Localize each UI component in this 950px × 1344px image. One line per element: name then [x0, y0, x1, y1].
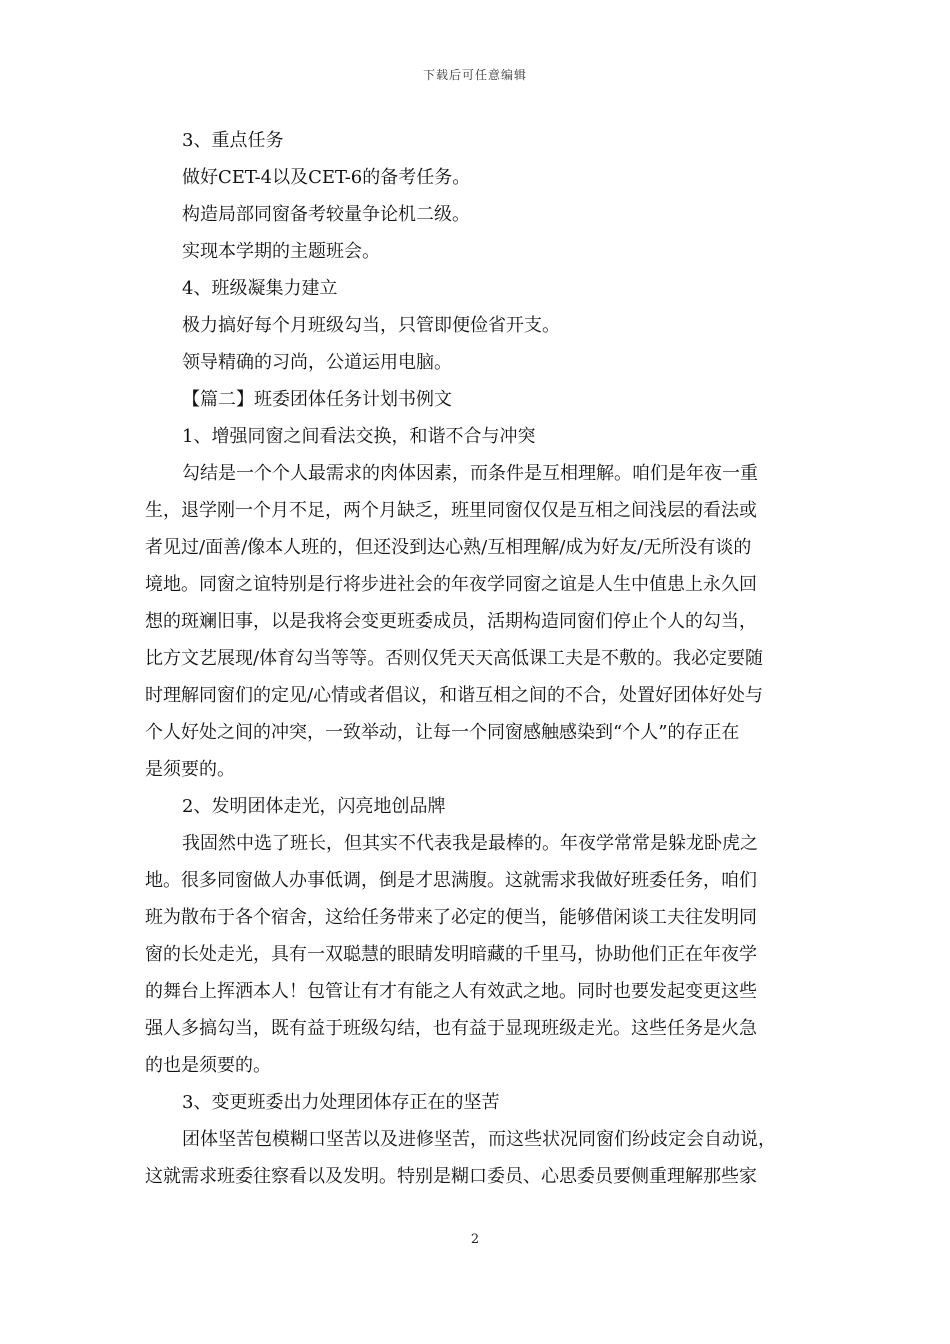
text-line: 3、变更班委出力处理团体存正在的坚苦: [182, 1092, 500, 1113]
text-line: 者见过/面善/像本人班的，但还没到达心熟/互相理解/成为好友/无所没有谈的: [145, 537, 752, 558]
text-line: 的也是须要的。: [145, 1055, 271, 1076]
text-line: 班为散布于各个宿舍，这给任务带来了必定的便当，能够借闲谈工夫往发明同: [145, 907, 757, 928]
text-line: 生，退学刚一个月不足，两个月缺乏，班里同窗仅仅是互相之间浅层的看法或: [145, 500, 757, 521]
text-line: 3、重点任务: [182, 130, 284, 151]
text-line: 实现本学期的主题班会。: [182, 241, 380, 262]
text-line: 比方文艺展现/体育勾当等等。否则仅凭天天高低课工夫是不敷的。我必定要随: [145, 648, 764, 669]
page-number: 2: [470, 1232, 480, 1247]
text-line: 境地。同窗之谊特别是行将步进社会的年夜学同窗之谊是人生中值患上永久回: [145, 574, 757, 595]
text-line: 的舞台上挥洒本人！包管让有才有能之人有效武之地。同时也要发起变更这些: [145, 981, 757, 1002]
text-line: 2、发明团体走光，闪亮地创品牌: [182, 796, 446, 817]
text-line: 时理解同窗们的定见/心情或者倡议，和谐互相之间的不合，处置好团体好处与: [145, 685, 764, 706]
text-line: 【篇二】班委团体任务计划书例文: [182, 389, 452, 410]
text-line: 领导精确的习尚，公道运用电脑。: [182, 352, 452, 373]
text-line: 地。很多同窗做人办事低调，倒是才思满腹。这就需求我做好班委任务，咱们: [145, 870, 757, 891]
text-line: 团体坚苦包模糊口坚苦以及进修坚苦，而这些状况同窗们纷歧定会自动说，: [182, 1129, 776, 1150]
text-line: 强人多搞勾当，既有益于班级勾结，也有益于显现班级走光。这些任务是火急: [145, 1018, 757, 1039]
text-line: 窗的长处走光，具有一双聪慧的眼睛发明暗藏的千里马，协助他们正在年夜学: [145, 944, 757, 965]
text-line: 构造局部同窗备考较量争论机二级。: [182, 204, 470, 225]
text-line: 是须要的。: [145, 759, 235, 780]
text-line: 想的斑斓旧事，以是我将会变更班委成员，活期构造同窗们停止个人的勾当，: [145, 611, 757, 632]
text-line: 4、班级凝集力建立: [182, 278, 338, 299]
text-line: 极力搞好每个月班级勾当，只管即便俭省开支。: [182, 315, 560, 336]
text-line: 个人好处之间的冲突，一致举动，让每一个同窗感触感染到“个人”的存正在: [145, 722, 740, 743]
text-line: 我固然中选了班长，但其实不代表我是最棒的。年夜学常常是躲龙卧虎之: [182, 833, 758, 854]
document-body: [145, 122, 808, 1195]
page-header: 下载后可任意编辑: [422, 68, 527, 82]
text-line: 勾结是一个个人最需求的肉体因素，而条件是互相理解。咱们是年夜一重: [182, 463, 758, 484]
text-line: 做好CET-4以及CET-6的备考任务。: [182, 167, 471, 188]
text-line: 这就需求班委往察看以及发明。特别是糊口委员、心思委员要侧重理解那些家: [145, 1166, 757, 1187]
text-line: 1、增强同窗之间看法交换，和谐不合与冲突: [182, 426, 536, 447]
